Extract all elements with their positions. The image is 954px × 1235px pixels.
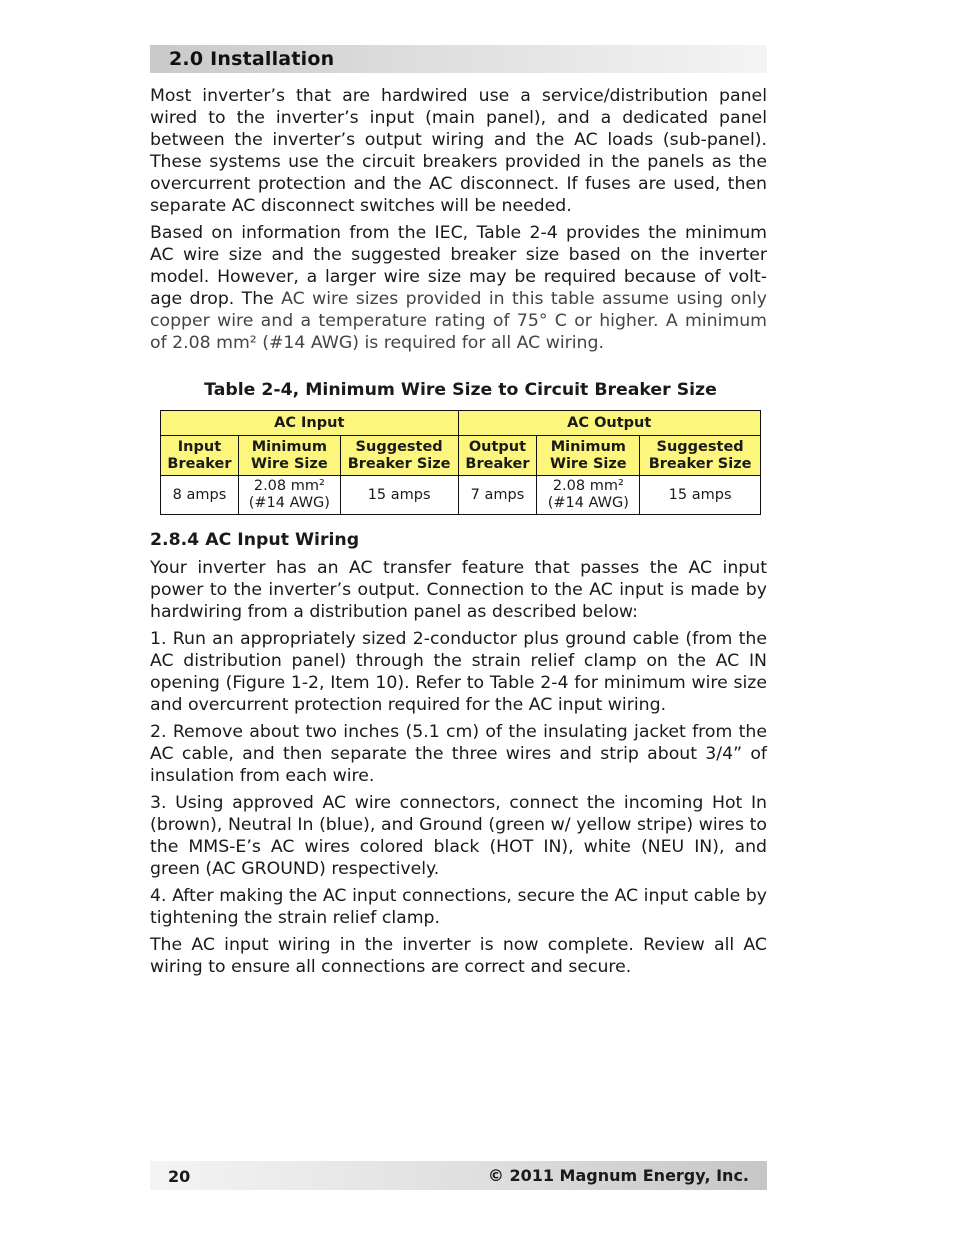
footer-bar xyxy=(150,1161,767,1190)
col-output-min-wire xyxy=(537,436,640,476)
header-line: Suggested xyxy=(656,438,744,455)
section-title: 2.0 Installation xyxy=(169,48,335,70)
cell-output-min-wire xyxy=(537,476,640,515)
step-2: 2. Remove about two inches (5.1 cm) of the insulating jacket from the AC cable, and then separate the three wires and strip about 3/4” of insulation from each wire. xyxy=(150,722,767,786)
section-header-bar xyxy=(150,45,767,73)
header-line: Input xyxy=(177,438,222,455)
table-header-row xyxy=(161,436,761,476)
copyright-text: © 2011 Magnum Energy, Inc. xyxy=(487,1166,749,1185)
cell-input-min-wire xyxy=(238,476,340,515)
col-input-suggested-breaker xyxy=(340,436,458,476)
cell-line: 2.08 mm² xyxy=(552,478,624,494)
cell-line: (#14 AWG) xyxy=(248,495,330,511)
header-line: Output xyxy=(468,438,527,455)
group-ac-output: AC Output xyxy=(458,411,761,436)
paragraph-wire-size-part1: Based on information from the IEC, Table 2-4 provides the minimum AC wire size and the suggested breaker size based on the inverter model. However, a larger wire size may be required because of volt-age drop. The xyxy=(150,223,767,309)
cell-output-suggested-breaker: 15 amps xyxy=(640,476,761,515)
header-line: Suggested xyxy=(355,438,443,455)
header-line: Breaker xyxy=(167,455,232,472)
header-line: Breaker Size xyxy=(648,455,752,472)
table-caption: Table 2-4, Minimum Wire Size to Circuit Breaker Size xyxy=(204,380,717,400)
subsection-heading: 2.8.4 AC Input Wiring xyxy=(150,530,360,550)
cell-input-breaker: 8 amps xyxy=(161,476,239,515)
table-row xyxy=(161,476,761,515)
cell-line: (#14 AWG) xyxy=(547,495,629,511)
page-content xyxy=(150,85,767,983)
header-line: Breaker Size xyxy=(347,455,451,472)
step-1: 1. Run an appropriately sized 2-conductor plus ground cable (from the AC distribution panel) through the strain relief clamp on the AC IN opening (Figure 1-2, Item 10). Refer to Table 2-4 for minimum wire size and overcurrent protection required for the AC input wiring. xyxy=(150,629,767,715)
cell-input-suggested-breaker: 15 amps xyxy=(340,476,458,515)
header-line: Breaker xyxy=(465,455,530,472)
col-output-suggested-breaker xyxy=(640,436,761,476)
page-number: 20 xyxy=(168,1167,191,1186)
cell-line: 2.08 mm² xyxy=(253,478,325,494)
header-line: Wire Size xyxy=(549,455,627,472)
header-line: Minimum xyxy=(550,438,626,455)
paragraph-closing: The AC input wiring in the inverter is now complete. Review all AC wiring to ensure all connections are correct and secure. xyxy=(150,935,767,977)
paragraph-wire-size xyxy=(150,222,767,354)
header-line: Minimum xyxy=(251,438,327,455)
paragraph-intro: Your inverter has an AC transfer feature that passes the AC input power to the inverter’s output. Connection to the AC input is made by hardwiring from a distribution panel as described below: xyxy=(150,558,767,622)
col-input-min-wire xyxy=(238,436,340,476)
paragraph-wire-size-part2: AC wire sizes provided in this table assume using only copper wire and a temperature rating of 75° C or higher. A minimum of 2.08 mm² (#14 AWG) is required for all AC wiring. xyxy=(150,289,767,353)
header-line: Wire Size xyxy=(250,455,328,472)
col-output-breaker xyxy=(458,436,537,476)
col-input-breaker xyxy=(161,436,239,476)
step-4: 4. After making the AC input connections, secure the AC input cable by tightening the strain relief clamp. xyxy=(150,886,767,928)
wire-size-table xyxy=(160,410,761,515)
group-ac-input: AC Input xyxy=(161,411,459,436)
step-3: 3. Using approved AC wire connectors, connect the incoming Hot In (brown), Neutral In (blue), and Ground (green w/ yellow stripe) wires to the MMS-E’s AC wires colored black (HOT IN), white (NEU IN), and green (AC GROUND) respectively. xyxy=(150,793,767,879)
cell-output-breaker: 7 amps xyxy=(458,476,537,515)
paragraph-panels: Most inverter’s that are hardwired use a service/distribution panel wired to the inverter’s input (main panel), and a dedicated panel between the inverter’s output wiring and the AC loads (sub-panel). These systems use the circuit breakers provided in the panels as the overcurrent protection and the AC disconnect. If fuses are used, then separate AC disconnect switches will be needed. xyxy=(150,86,767,216)
table-group-row xyxy=(161,411,761,436)
